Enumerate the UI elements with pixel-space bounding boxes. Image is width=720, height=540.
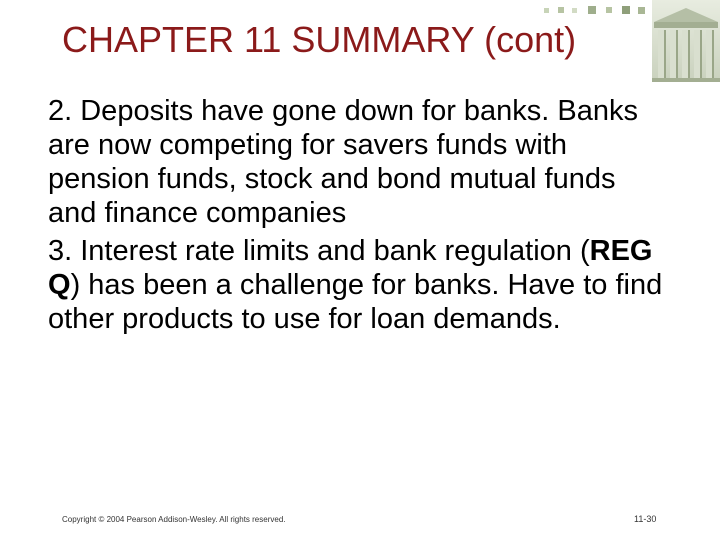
slide-title: CHAPTER 11 SUMMARY (cont) bbox=[62, 19, 577, 60]
slide-body bbox=[48, 94, 668, 340]
building-columns-image bbox=[652, 0, 720, 82]
summary-point-3-text-start: 3. Interest rate limits and bank regulation ( bbox=[48, 235, 590, 267]
page-number: 11-30 bbox=[634, 514, 657, 524]
decorative-squares bbox=[540, 4, 650, 16]
footer-copyright: Copyright © 2004 Pearson Addison-Wesley. All rights reserved. bbox=[62, 515, 286, 524]
summary-point-3 bbox=[48, 234, 668, 336]
summary-point-3-text-end: ) has been a challenge for banks. Have to find other products to use for loan demands. bbox=[48, 269, 663, 335]
summary-point-2-text: 2. Deposits have gone down for banks. Banks are now competing for savers funds with pension funds, stock and bond mutual funds and finance companies bbox=[48, 95, 639, 229]
summary-point-2 bbox=[48, 94, 668, 230]
reg-q-term: REG Q bbox=[48, 235, 653, 301]
